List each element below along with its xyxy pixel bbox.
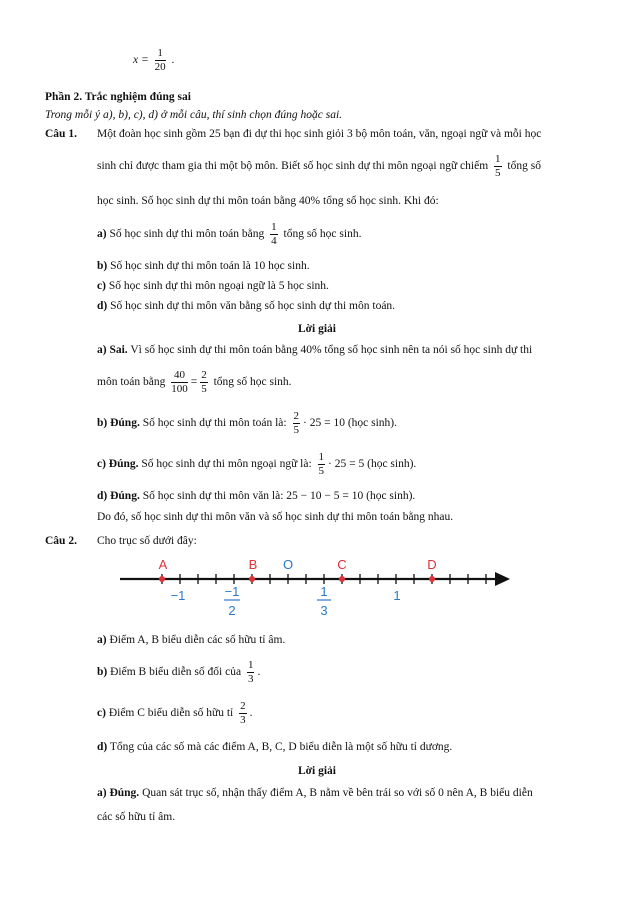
point-label-o: O (282, 557, 294, 572)
formula-fraction: $\frac{1}{20}$ (154, 47, 166, 73)
tick-label-one: 1 (393, 588, 401, 603)
q1-option-d: d) Số học sinh dự thi môn văn bằng số học sinh dự thi môn toán. (97, 300, 396, 312)
q1-solution-a-line2: môn toán bằng $\frac{40}{100}$ = $\frac{2}{5}$ tổng số học sinh. (97, 369, 292, 395)
q2-option-a: a) Điểm A, B biểu diễn các số hữu tỉ âm. (97, 634, 286, 646)
point-label-b: B (248, 557, 258, 572)
top-formula (133, 48, 174, 73)
q1-line3: học sinh. Số học sinh dự thi môn toán bằng 40% tổng số học sinh. Khi đó: (97, 195, 439, 207)
point-dot-c (339, 576, 345, 582)
tick-label-neg1: −1 (170, 588, 186, 603)
tick-label-half-den: 2 (228, 603, 236, 618)
q1-solution-d: d) Đúng. Số học sinh dự thi môn văn là: 25 − 10 − 5 = 10 (học sinh). (97, 490, 416, 502)
formula-tail: . (171, 54, 175, 67)
point-dot-a (159, 576, 165, 582)
fraction-one-fourth: $\frac{1}{4}$ (271, 221, 277, 247)
q2-option-d: d) Tổng của các số mà các điểm A, B, C, D biểu diễn là một số hữu tỉ dương. (97, 741, 453, 753)
q2-option-c: c) Điểm C biểu diễn số hữu tỉ $\frac{2}{3}$ . (97, 700, 253, 726)
fraction-one-fifth: $\frac{1}{5}$ (495, 153, 501, 179)
q1-line2: sinh chỉ được tham gia thi một bộ môn. Biết số học sinh dự thi môn ngoại ngữ chiếm $\frac{1}{5}$ tổng số (97, 153, 541, 179)
q1-line1: Một đoàn học sinh gồm 25 bạn đi dự thi học sinh giỏi 3 bộ môn toán, văn, ngoại ngữ và mỗi học (97, 128, 542, 140)
q1-solution-c: c) Đúng. Số học sinh dự thi môn ngoại ngữ là: $\frac{1}{5}$ · 25 = 5 (học sinh). (97, 451, 417, 477)
q2-option-b: b) Điểm B biểu diễn số đối của $\frac{1}{3}$ . (97, 659, 261, 685)
point-dot-b (249, 576, 255, 582)
fraction-40-100: $\frac{40}{100}$ (171, 369, 188, 395)
section-subtitle: Trong mỗi ý a), b), c), d) ở mỗi câu, thí sinh chọn đúng hoặc sai. (45, 109, 343, 121)
number-line-figure (110, 555, 520, 627)
fraction-2-5: $\frac{2}{5}$ (201, 369, 207, 395)
point-label-c: C (337, 557, 347, 572)
tick-label-third-den: 3 (320, 603, 328, 618)
q2-intro: Cho trục số dưới đây: (97, 535, 197, 547)
q1-solution-b: b) Đúng. Số học sinh dự thi môn toán là: $\frac{2}{5}$ · 25 = 10 (học sinh). (97, 410, 397, 436)
number-line-arrow (495, 572, 510, 586)
tick-label-third-num: 1 (320, 584, 328, 599)
formula-lhs: x = (133, 54, 149, 67)
q1-conclusion: Do đó, số học sinh dự thi môn văn và số học sinh dự thi môn toán bằng nhau. (97, 511, 454, 523)
q1-solution-a-line1: a) Sai. Vì số học sinh dự thi môn toán bằng 40% tổng số học sinh nên ta nói số học sinh dự thi (97, 344, 533, 356)
tick-label-half-num: −1 (224, 584, 240, 599)
q1-option-b: b) Số học sinh dự thi môn toán là 10 học sinh. (97, 260, 310, 272)
q1-label: Câu 1. (45, 128, 77, 140)
point-label-a: A (158, 557, 168, 572)
section-title: Phần 2. Trắc nghiệm đúng sai (45, 91, 191, 103)
q2-solution-a-line1: a) Đúng. Quan sát trục số, nhận thấy điểm A, B nằm về bên trái so với số 0 nên A, B biểu diễn (97, 787, 533, 799)
q2-solution-a-line2: các số hữu tỉ âm. (97, 811, 176, 823)
point-dot-d (429, 576, 435, 582)
q1-option-a: a) Số học sinh dự thi môn toán bằng $\frac{1}{4}$ tổng số học sinh. (97, 221, 362, 247)
q1-option-c: c) Số học sinh dự thi môn ngoại ngữ là 5 học sinh. (97, 280, 329, 292)
q1-solution-title: Lời giải (298, 323, 336, 335)
point-label-d: D (427, 557, 437, 572)
q2-label: Câu 2. (45, 535, 77, 547)
q2-solution-title: Lời giải (298, 765, 336, 777)
